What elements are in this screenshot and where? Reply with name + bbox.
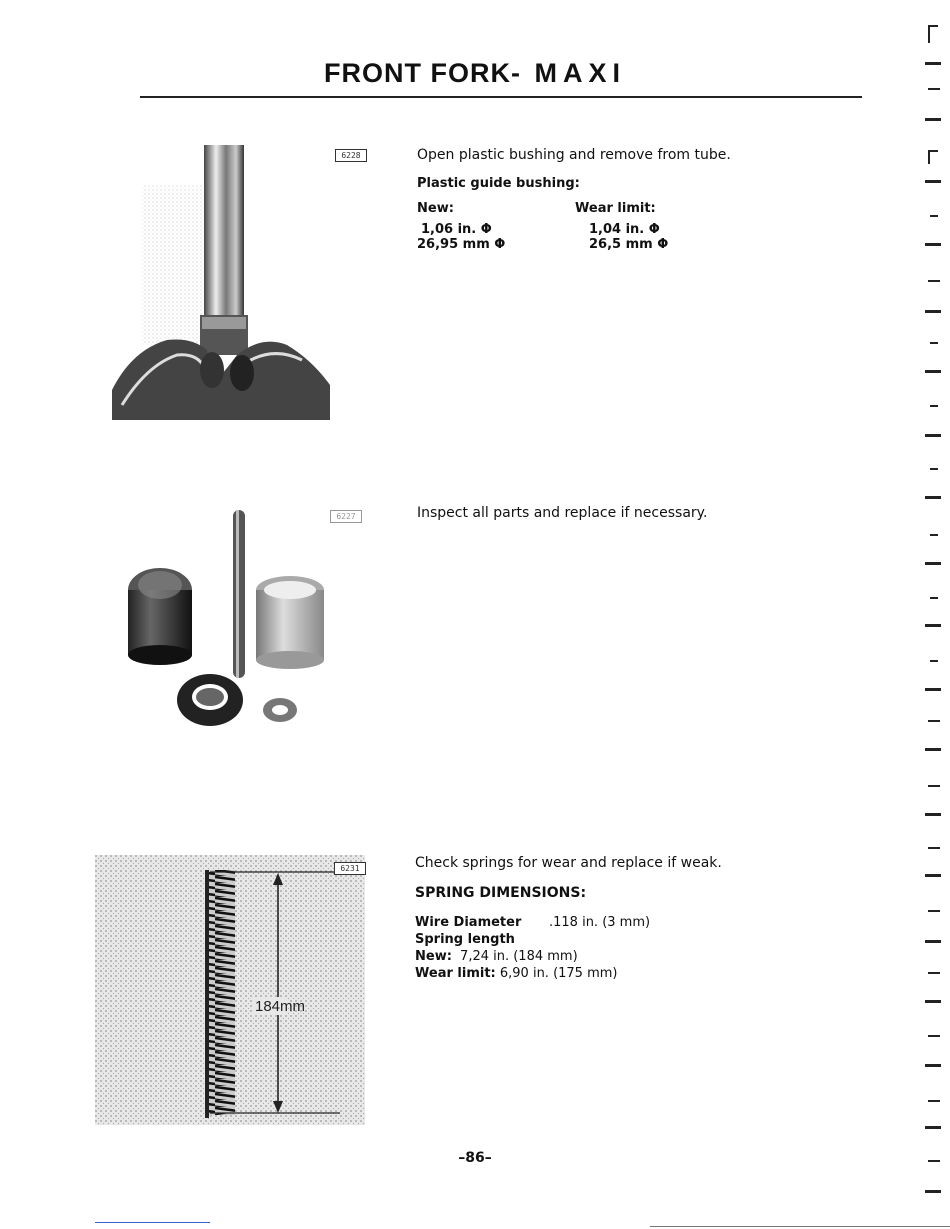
section2-instruction: Inspect all parts and replace if necessary. — [417, 505, 708, 521]
figure-code-6231: 6231 — [334, 862, 366, 875]
figure-code-6227: 6227 — [330, 510, 362, 523]
fork-spring-photo — [95, 855, 365, 1125]
wear-value-in: 1,04 in. Φ — [589, 222, 660, 237]
section1-text — [417, 147, 837, 252]
section2-text — [417, 505, 837, 521]
wire-diameter-value: .118 in. (3 mm) — [549, 915, 651, 930]
spring-wear-row — [415, 965, 835, 982]
table-row — [417, 222, 668, 237]
spring-specs — [415, 914, 835, 982]
new-value-mm: 26,95 mm Φ — [417, 237, 506, 252]
title-rule — [140, 96, 862, 98]
spring-wear-label: Wear limit: — [415, 966, 496, 981]
new-value-in: 1,06 in. Φ — [421, 222, 492, 237]
section3-subtitle: SPRING DIMENSIONS: — [415, 885, 587, 901]
scan-edge-marks — [910, 0, 950, 1229]
table-header-row — [417, 201, 668, 222]
title-main: FRONT FORK- — [324, 58, 521, 88]
bottom-left-line — [95, 1222, 210, 1223]
spring-dimension-label: 184mm — [255, 998, 306, 1015]
figure-code-6228: 6228 — [335, 149, 367, 162]
spring-new-value: 7,24 in. (184 mm) — [460, 949, 578, 964]
section3-text — [415, 855, 835, 982]
wire-diameter-label: Wire Diameter — [415, 915, 522, 930]
spring-new-label: New: — [415, 949, 452, 964]
fork-tube-bushing-photo — [112, 145, 330, 420]
table-row — [417, 237, 668, 252]
section1-subtitle: Plastic guide bushing: — [417, 176, 580, 191]
bottom-right-rule — [650, 1226, 950, 1227]
section3-instruction: Check springs for wear and replace if weak. — [415, 855, 722, 871]
page-number: –86– — [458, 1150, 492, 1166]
spring-wear-value: 6,90 in. (175 mm) — [499, 966, 618, 981]
bushing-spec-table — [417, 201, 668, 252]
title-model: MAXI — [520, 58, 626, 88]
wear-value-mm: 26,5 mm Φ — [589, 237, 669, 252]
col-new-header: New: — [417, 201, 454, 216]
section1-instruction: Open plastic bushing and remove from tube. — [417, 147, 731, 163]
spring-new-row — [415, 948, 835, 965]
wire-diameter-row — [415, 914, 835, 931]
fork-parts-photo — [120, 505, 330, 735]
scan-mark-group — [925, 25, 941, 1193]
spring-length-label: Spring length — [415, 932, 515, 947]
page-title — [0, 58, 950, 89]
col-wear-header: Wear limit: — [575, 201, 656, 216]
